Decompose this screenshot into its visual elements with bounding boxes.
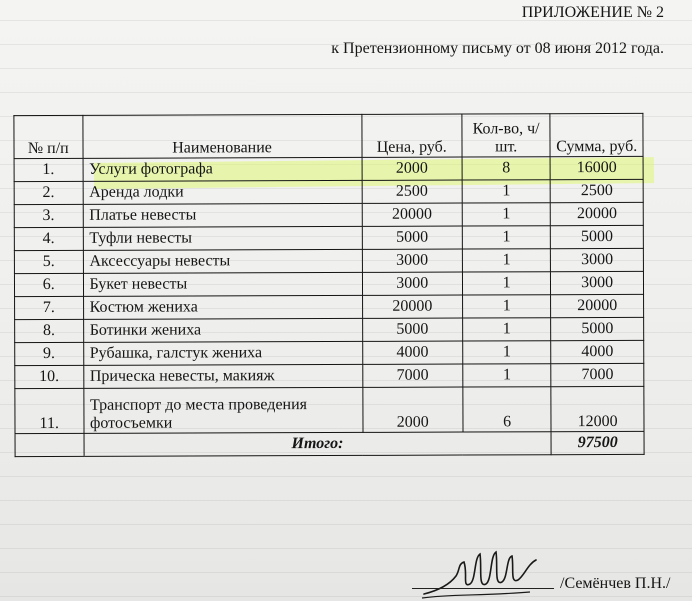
appendix-title: ПРИЛОЖЕНИЕ № 2 — [521, 4, 664, 21]
row-price: 5000 — [362, 318, 462, 341]
row-name: Аксессуары невесты — [83, 249, 362, 273]
table-row — [14, 202, 643, 227]
table-header-row — [14, 113, 643, 158]
row-number: 9. — [15, 342, 84, 365]
row-sum: 12000 — [551, 386, 644, 431]
row-price: 20000 — [362, 203, 462, 226]
row-price: 7000 — [362, 364, 462, 387]
table-row — [15, 294, 644, 319]
row-qty: 1 — [462, 203, 551, 226]
row-number: 1. — [14, 158, 83, 181]
row-qty: 1 — [463, 341, 552, 364]
total-label: Итого: — [84, 432, 552, 457]
table-row — [14, 225, 643, 250]
row-qty: 1 — [463, 318, 552, 341]
row-price: 2000 — [362, 387, 463, 432]
row-name: Ботинки жениха — [83, 318, 362, 342]
row-price: 4000 — [362, 341, 462, 364]
row-name: Букет невесты — [83, 272, 362, 296]
row-sum: 7000 — [551, 363, 644, 386]
total-spacer — [15, 433, 84, 456]
row-qty: 1 — [463, 364, 552, 387]
row-name: Рубашка, галстук жениха — [83, 341, 362, 365]
table-row — [15, 317, 644, 342]
signatory-name: /Семёнчев П.Н./ — [560, 575, 671, 592]
row-number: 8. — [15, 319, 84, 342]
handwritten-signature — [420, 544, 540, 600]
table-row — [14, 156, 643, 181]
row-price: 20000 — [362, 295, 462, 318]
table-row — [14, 179, 643, 204]
total-value: 97500 — [551, 431, 644, 454]
row-sum: 20000 — [551, 202, 644, 225]
row-sum: 20000 — [551, 294, 644, 317]
row-number: 7. — [15, 296, 84, 319]
row-qty: 6 — [463, 387, 552, 432]
total-row — [15, 431, 644, 456]
row-sum: 16000 — [550, 156, 643, 179]
table-row — [14, 271, 643, 296]
col-qty-header: Кол-во, ч/шт. — [462, 114, 551, 157]
items-table — [13, 113, 644, 457]
table-row — [14, 248, 643, 273]
row-qty: 1 — [462, 295, 551, 318]
row-sum: 3000 — [551, 271, 644, 294]
row-number: 10. — [15, 365, 84, 388]
table-row — [15, 340, 644, 365]
row-sum: 3000 — [551, 248, 644, 271]
row-name: Платье невесты — [83, 203, 362, 227]
signature-line — [412, 588, 554, 589]
row-number: 5. — [14, 250, 83, 273]
row-name: Костюм жениха — [83, 295, 362, 319]
row-qty: 8 — [462, 157, 551, 180]
row-number: 11. — [15, 388, 84, 433]
row-price: 2000 — [362, 157, 462, 180]
row-qty: 1 — [462, 180, 551, 203]
row-sum: 2500 — [550, 179, 643, 202]
row-name: Туфли невесты — [83, 226, 362, 250]
table-row — [15, 386, 644, 433]
col-number-header: № п/п — [14, 115, 83, 158]
row-qty: 1 — [462, 249, 551, 272]
row-name: Услуги фотографа — [83, 157, 362, 181]
row-number: 6. — [14, 273, 83, 296]
row-qty: 1 — [462, 226, 551, 249]
row-sum: 5000 — [551, 225, 644, 248]
row-number: 2. — [14, 181, 83, 204]
table-row — [15, 363, 644, 388]
row-price: 2500 — [362, 180, 462, 203]
row-qty: 1 — [462, 272, 551, 295]
row-name: Транспорт до места проведения фотосъемки — [83, 387, 362, 433]
reference-line: к Претензионному письму от 08 июня 2012 года. — [331, 40, 664, 57]
row-sum: 4000 — [551, 340, 644, 363]
row-price: 3000 — [362, 272, 462, 295]
row-number: 4. — [14, 227, 83, 250]
col-name-header: Наименование — [82, 114, 361, 158]
row-number: 3. — [14, 204, 83, 227]
col-sum-header: Сумма, руб. — [550, 113, 643, 156]
row-price: 3000 — [362, 249, 462, 272]
row-price: 5000 — [362, 226, 462, 249]
col-price-header: Цена, руб. — [361, 114, 462, 157]
row-name: Аренда лодки — [83, 180, 362, 204]
row-sum: 5000 — [551, 317, 644, 340]
row-name: Прическа невесты, макияж — [83, 364, 362, 388]
